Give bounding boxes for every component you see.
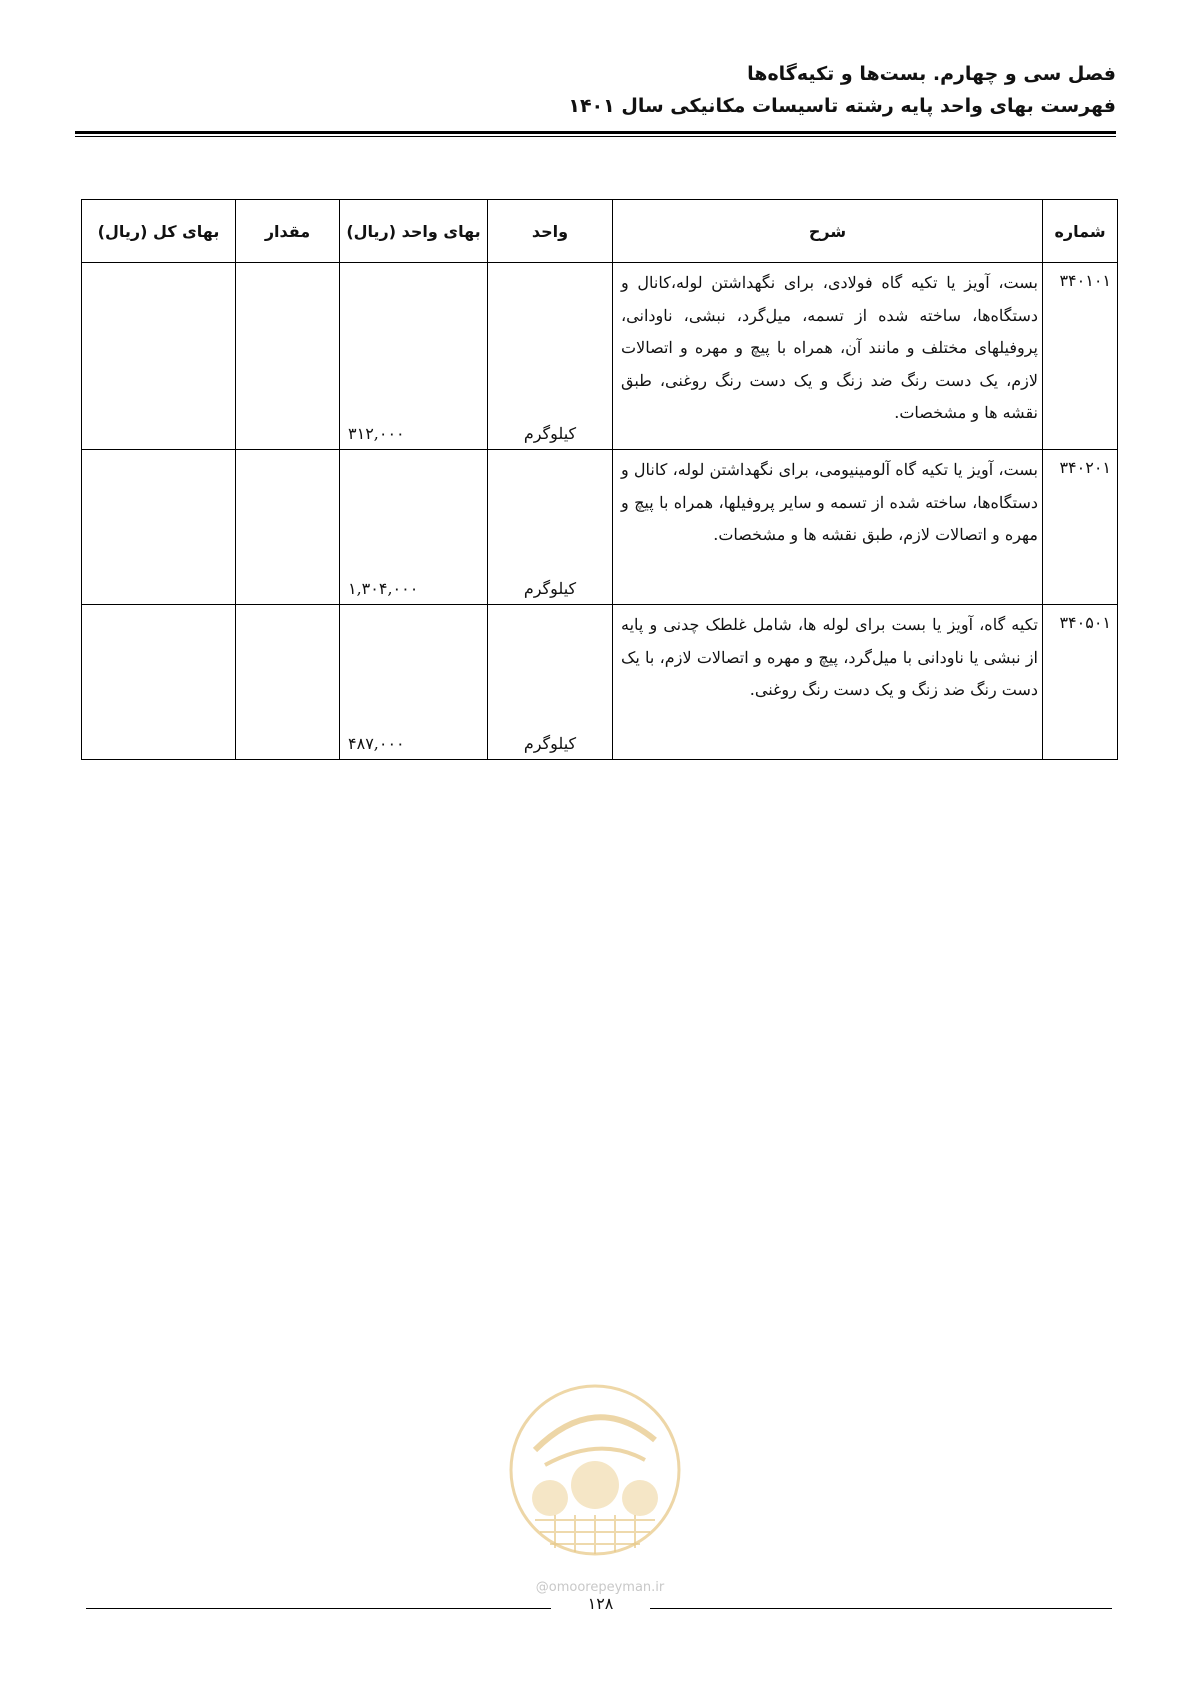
footer-rule-left (86, 1608, 551, 1609)
row-unit: کیلوگرم (488, 605, 613, 760)
row-quantity (236, 605, 340, 760)
table-row (82, 450, 1118, 605)
chapter-title: فصل سی و چهارم. بست‌ها و تکیه‌گاه‌ها (747, 63, 1116, 85)
row-total-price (82, 450, 236, 605)
row-code: ۳۴۰۲۰۱ (1043, 450, 1118, 605)
header-unit: واحد (488, 200, 613, 263)
row-total-price (82, 605, 236, 760)
header-total-price: بهای کل (ریال) (82, 200, 236, 263)
row-total-price (82, 263, 236, 450)
watermark-url: @omoorepeyman.ir (535, 1580, 665, 1595)
row-unit: کیلوگرم (488, 450, 613, 605)
row-unit-price: ۳۱۲,۰۰۰ (340, 263, 488, 450)
row-description: بست، آویز یا تکیه گاه آلومینیومی، برای نگهداشتن لوله، کانال و دستگاه‌ها، ساخته شده از تسمه و سایر پروفیلها، همراه با پیچ و مهره و اتصالات لازم، طبق نقشه ها و مشخصات. (613, 450, 1043, 605)
price-list-title: فهرست بهای واحد پایه رشته تاسیسات مکانیکی سال ۱۴۰۱ (568, 95, 1116, 117)
page-header (75, 58, 1116, 122)
row-quantity (236, 450, 340, 605)
header-rule-thin (75, 136, 1116, 137)
table-row (82, 263, 1118, 450)
row-unit: کیلوگرم (488, 263, 613, 450)
page-number: ۱۲۸ (587, 1594, 614, 1613)
row-unit-price: ۱,۳۰۴,۰۰۰ (340, 450, 488, 605)
row-code: ۳۴۰۱۰۱ (1043, 263, 1118, 450)
row-quantity (236, 263, 340, 450)
table-header-row (82, 200, 1118, 263)
row-description: بست، آویز یا تکیه گاه فولادی، برای نگهداشتن لوله،کانال و دستگاه‌ها، ساخته شده از تسمه، میل‌گرد، نبشی، ناودانی، پروفیلهای مختلف و مانند آن، همراه با پیچ و مهره و اتصالات لازم، یک دست رنگ ضد زنگ و یک دست رنگ روغنی، طبق نقشه ها و مشخصات. (613, 263, 1043, 450)
row-unit-price: ۴۸۷,۰۰۰ (340, 605, 488, 760)
header-quantity: مقدار (236, 200, 340, 263)
header-rule-thick (75, 131, 1116, 134)
header-unit-price: بهای واحد (ریال) (340, 200, 488, 263)
footer-rule-right (650, 1608, 1112, 1609)
omoorepeyman-logo-icon (505, 1380, 685, 1560)
row-code: ۳۴۰۵۰۱ (1043, 605, 1118, 760)
header-description: شرح (613, 200, 1043, 263)
table-row (82, 605, 1118, 760)
header-code: شماره (1043, 200, 1118, 263)
row-description: تکیه گاه، آویز یا بست برای لوله ها، شامل غلطک چدنی و پایه از نبشی یا ناودانی با میل‌گرد، پیچ و مهره و اتصالات لازم، با یک دست رنگ ضد زنگ و یک دست رنگ روغنی. (613, 605, 1043, 760)
price-table (81, 199, 1118, 760)
